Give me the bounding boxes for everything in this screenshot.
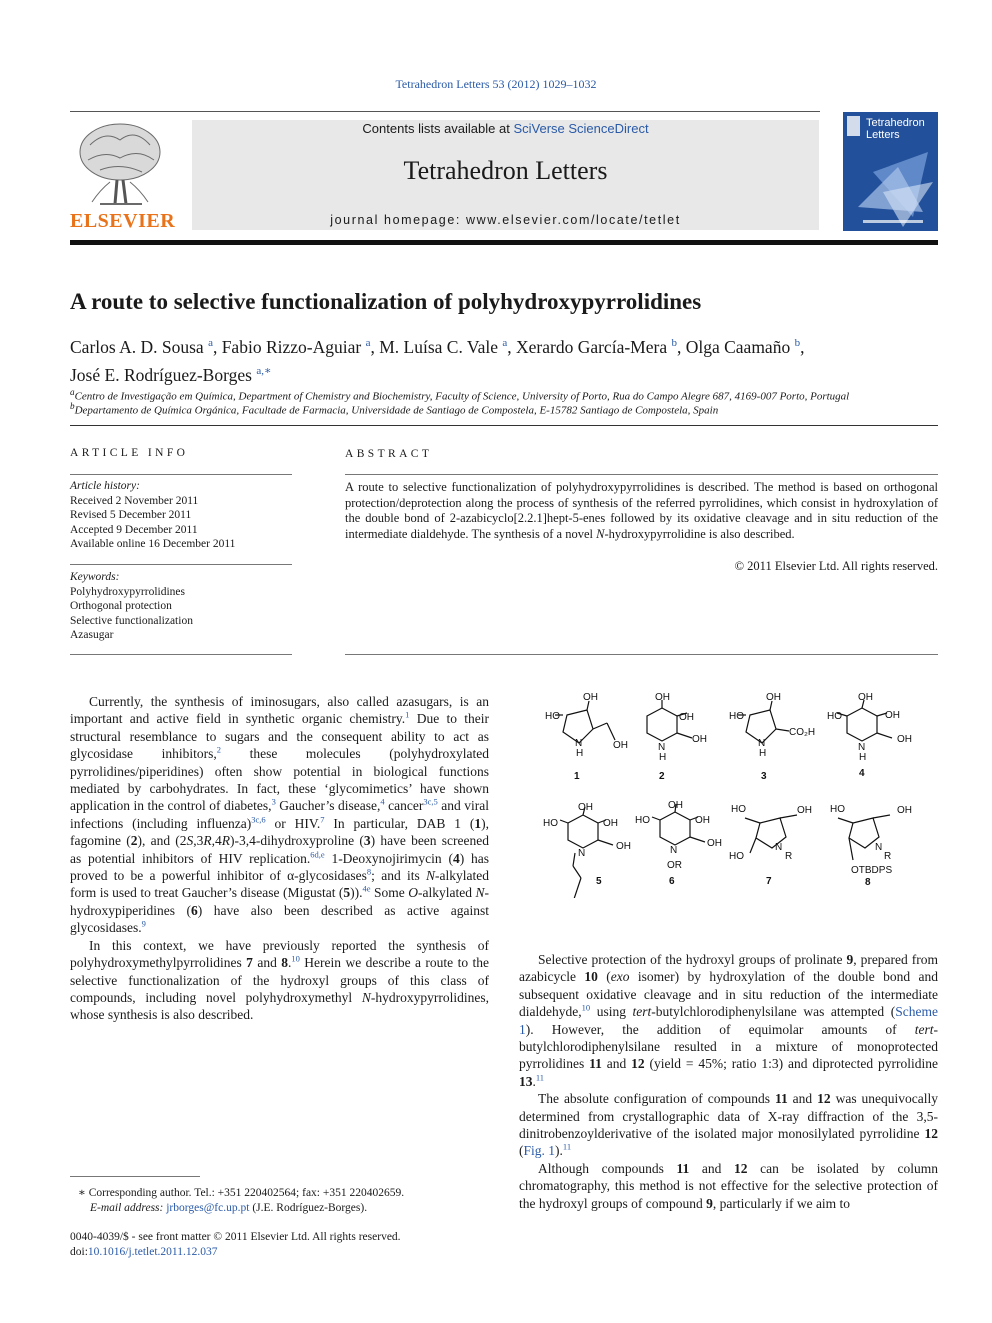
keyword: Azasugar — [70, 629, 114, 641]
chemical-structures-figure — [535, 688, 940, 903]
citation[interactable]: 8 — [366, 866, 372, 877]
sciencedirect-link[interactable]: SciVerse ScienceDirect — [513, 121, 649, 136]
corresponding-author-note: ∗ Corresponding author. Tel.: +351 220402564; fax: +351 220402659. E-mail address: jrborges@fc.up.pt (J.E. Rodríguez-Borges). — [78, 1187, 405, 1214]
paragraph: Selective protection of the hydroxyl groups of prolinate 9, prepared from azabicycle 10 (exo isomer) by hydroxylation of the double bond and subsequent oxidative cleavage and in situ reduction of the intermediate dialdehyde,$^{10}$ using tert-butylchlorodiphenylsilane was attempted (Scheme 1). However, the addition of equimolar amounts of tert-butylchlorodiphenylsilane resulted in a mixture of monoprotected pyrrolidines 11 and 12 (yield = 45%; ratio 1:3) and diprotected pyrrolidine 13.11 — [519, 952, 939, 1089]
abstract-divider — [345, 474, 938, 475]
compound-number: 6 — [669, 876, 675, 887]
atom-label: OH — [897, 734, 912, 745]
atom-label: CO₂H — [789, 727, 816, 738]
keyword: Polyhydroxypyrrolidines — [70, 585, 185, 598]
author-affiliation-mark[interactable]: b — [671, 337, 677, 349]
elsevier-wordmark: ELSEVIER — [70, 210, 176, 232]
atom-label: R — [884, 851, 892, 862]
atom-label: HO — [729, 711, 744, 722]
figure-1-link[interactable]: Fig. 1 — [523, 1143, 556, 1159]
citation[interactable]: 3c,5 — [423, 796, 438, 807]
author-name[interactable]: Carlos A. D. Sousa — [70, 336, 204, 357]
atom-label: OH — [897, 805, 912, 816]
journal-title: Tetrahedron Letters — [403, 156, 608, 185]
atom-label: OH — [695, 815, 710, 826]
citation[interactable]: 7 — [320, 814, 325, 825]
scheme-1-link[interactable]: Scheme 1 — [519, 1004, 938, 1037]
affiliation-divider — [70, 425, 938, 426]
atom-label: OR — [667, 860, 682, 871]
atom-label: N — [658, 742, 666, 753]
abstract-copyright: © 2011 Elsevier Ltd. All rights reserved. — [734, 559, 938, 573]
atom-label: OH — [858, 692, 873, 703]
paragraph: Currently, the synthesis of iminosugars, also called azasugars, is an important and active field in synthetic organic chemistry.$^1$ Due to their structural resemblance to sugars and the consequent ability to act as glycosidase inhibitors,$^2$ these molecules (polyhydroxylated pyrrolidines/piperidines) often show potential in biological functions mediated by carbohydrates. In fact, these ‘glycomimetics’ have shown application in the control of diabetes,$^3$ Gaucher’s disease,$^4$ cancer$^{3c,5}$ and viral infections (including influenza)$^{3c,6}$ or HIV.$^7$ In particular, DAB 1 (1), fagomine (2), and (2S,3R,4R)-3,4-dihydroxyproline (3) have been screened as potential inhibitors of HIV replication.$^{6d,e}$ 1-Deoxynojirimycin (4) has proved to be a powerful inhibitor of α-glycosidases$^8$; and its N-alkylated form is used to treat Gaucher’s disease (Migustat (5)).$^{4e}$ Some O-alkylated N-hydroxypiperidines (6) have also been described as active against glycosidases.$^9$ — [70, 694, 490, 936]
atom-label: OH — [885, 710, 900, 721]
citation[interactable]: 10 — [581, 1002, 591, 1013]
issn-line: 0040-4039/$ - see front matter © 2011 Elsevier Ltd. All rights reserved. — [70, 1231, 401, 1243]
journal-homepage[interactable]: journal homepage: www.elsevier.com/locate/tetlet — [330, 213, 681, 227]
author-list: Carlos A. D. Sousa $^a$, Fabio Rizzo-Aguiar $^a$, M. Luísa C. Vale $^a$, Xerardo García-Mera $^b$, Olga Caamaño $^b$, José E. Rodríguez-Borges $^{a,∗}$ — [70, 336, 805, 385]
atom-label: OH — [616, 841, 631, 852]
citation[interactable]: 4e — [362, 883, 371, 894]
atom-label: HO — [827, 711, 842, 722]
compound-number: 2 — [659, 771, 665, 782]
atom-label: OH — [707, 838, 722, 849]
header-divider — [70, 111, 820, 112]
citation[interactable]: 2 — [216, 744, 221, 755]
author-affiliation-mark[interactable]: a,∗ — [256, 364, 272, 377]
cover-title: Tetrahedron Letters — [866, 117, 925, 141]
keywords — [70, 570, 295, 643]
atom-label: N — [575, 738, 583, 749]
author-name[interactable]: M. Luísa C. Vale — [379, 336, 498, 357]
citation[interactable]: 6d,e — [310, 849, 325, 860]
atom-label: H — [576, 748, 584, 759]
history-revised: Revised 5 December 2011 — [70, 509, 192, 521]
atom-label: H — [659, 752, 667, 763]
affiliation-b: $^b$Departamento de Química Orgánica, Facultade de Farmacia, Universidade de Santiago de Compostela, E-15782 Santiago de Compostela, Spain — [70, 401, 719, 417]
keywords-label: Keywords: — [70, 571, 120, 583]
abstract-end-divider — [345, 654, 938, 655]
body-right-column — [519, 951, 938, 1212]
atom-label: HO — [731, 804, 746, 815]
abstract-text: A route to selective functionalization of polyhydroxypyrrolidines is described. The method is based on orthogonal protection/deprotection along the process of synthesis of the referred pyrrolidines, which consist in hydroxylation of the double bond of 2-azabicyclo[2.2.1]hept-5-enes followed by its oxidative cleavage and in situ reduction of the intermediate dialdehyde. The synthesis of a novel N-hydroxypyrrolidine is also described. — [345, 480, 938, 541]
atom-label: N — [775, 842, 783, 853]
atom-label: OH — [679, 712, 694, 723]
paragraph: The absolute configuration of compounds 11 and 12 was unequivocally determined from crystallographic data of X-ray diffraction of the 3,5-dinitrobenzoylderivative of the isolated major monosilylated pyrrolidine 12 (Fig. 1).$^{11}$ — [519, 1091, 938, 1159]
citation[interactable]: 1 — [405, 709, 410, 720]
keyword: Selective functionalization — [70, 614, 193, 627]
atom-label: OH — [766, 692, 781, 703]
doi-link[interactable]: 10.1016/j.tetlet.2011.12.037 — [87, 1245, 218, 1258]
citation[interactable]: 3c,6 — [251, 814, 266, 825]
journal-reference[interactable]: Tetrahedron Letters 53 (2012) 1029–1032 — [395, 77, 597, 91]
author-affiliation-mark[interactable]: a — [365, 337, 371, 349]
citation[interactable]: 4 — [380, 796, 385, 807]
article-info-heading: ARTICLE INFO — [70, 447, 189, 459]
paragraph: Although compounds 11 and 12 can be isolated by column chromatography, this method is not effective for the selective protection of the hydroxyl groups of compound 9, particularly if we aim to — [519, 1160, 938, 1211]
compound-number: 5 — [596, 876, 602, 887]
paragraph: In this context, we have previously reported the synthesis of polyhydroxymethylpyrrolidines 7 and 8.10 Herein we describe a route to the selective functionalization of the hydroxyl groups of this class of compounds, including novel polyhydroxymethyl N-hydroxypyrrolidines, whose synthesis is also described. — [70, 937, 489, 1023]
article-title: A route to selective functionalization of polyhydroxypyrrolidines — [70, 289, 702, 314]
compound-number: 4 — [859, 768, 865, 779]
article-info-divider — [70, 474, 292, 475]
body-left-column — [70, 693, 489, 1024]
elsevier-tree-logo — [70, 120, 170, 215]
contents-prefix: Contents lists available at — [362, 121, 514, 136]
footnote-divider — [70, 1176, 200, 1177]
atom-label: H — [759, 748, 767, 759]
atom-label: N — [858, 742, 866, 753]
atom-label: HO — [635, 815, 650, 826]
affiliation-a: $^a$Centro de Investigação em Química, Department of Chemistry and Biochemistry, Faculty of Science, University of Porto, Rua do Campo Alegre 687, 4169-007 Porto, Portugal — [70, 387, 850, 403]
atom-label: OH — [655, 692, 670, 703]
atom-label: N — [758, 738, 766, 749]
keywords-divider — [70, 564, 292, 565]
author-affiliation-mark[interactable]: b — [794, 337, 801, 349]
history-label: Article history: — [70, 480, 140, 492]
history-accepted: Accepted 9 December 2011 — [70, 523, 198, 536]
compound-number: 7 — [766, 876, 772, 887]
atom-label: OH — [603, 818, 618, 829]
history-online: Available online 16 December 2011 — [70, 538, 236, 550]
compound-number: 1 — [574, 771, 580, 782]
atom-label: OH — [668, 800, 683, 811]
atom-label: N — [670, 845, 678, 856]
citation[interactable]: 11 — [535, 1072, 545, 1083]
atom-label: H — [859, 752, 867, 763]
atom-label: R — [785, 851, 793, 862]
author-name[interactable]: Olga Caamaño — [685, 336, 791, 357]
citation[interactable]: 11 — [562, 1141, 572, 1152]
atom-label: OH — [692, 734, 707, 745]
author-email-link[interactable]: jrborges@fc.up.pt — [166, 1201, 250, 1214]
history-received: Received 2 November 2011 — [70, 494, 199, 507]
author-name[interactable]: José E. Rodríguez-Borges — [70, 364, 252, 385]
atom-label: OH — [613, 740, 628, 751]
header-thick-rule — [70, 240, 938, 245]
citation[interactable]: 10 — [291, 953, 300, 964]
atom-label: OH — [797, 805, 812, 816]
atom-label: OTBDPS — [851, 865, 893, 876]
author-affiliation-mark[interactable]: a — [208, 337, 213, 349]
contents-line — [192, 121, 819, 136]
atom-label: HO — [543, 818, 558, 829]
atom-label: HO — [545, 711, 560, 722]
atom-label: HO — [830, 804, 845, 815]
author-name[interactable]: Fabio Rizzo-Aguiar — [221, 336, 362, 357]
keyword: Orthogonal protection — [70, 600, 172, 612]
compound-number: 3 — [761, 771, 767, 782]
citation[interactable]: 9 — [141, 918, 146, 929]
article-history — [70, 479, 295, 552]
copyright-footer: 0040-4039/$ - see front matter © 2011 Elsevier Ltd. All rights reserved. doi:10.1016/j.tetlet.2011.12.037 — [70, 1230, 490, 1259]
abstract-heading: ABSTRACT — [345, 448, 433, 460]
atom-label: OH — [578, 802, 593, 813]
author-affiliation-mark[interactable]: a — [502, 337, 508, 349]
compound-number: 8 — [865, 877, 871, 888]
article-info-end-divider — [70, 654, 292, 655]
atom-label: N — [578, 848, 586, 859]
author-name[interactable]: Xerardo García-Mera — [516, 336, 668, 357]
atom-label: OH — [583, 692, 598, 703]
atom-label: HO — [729, 851, 744, 862]
atom-label: N — [875, 842, 883, 853]
citation[interactable]: 3 — [271, 796, 276, 807]
